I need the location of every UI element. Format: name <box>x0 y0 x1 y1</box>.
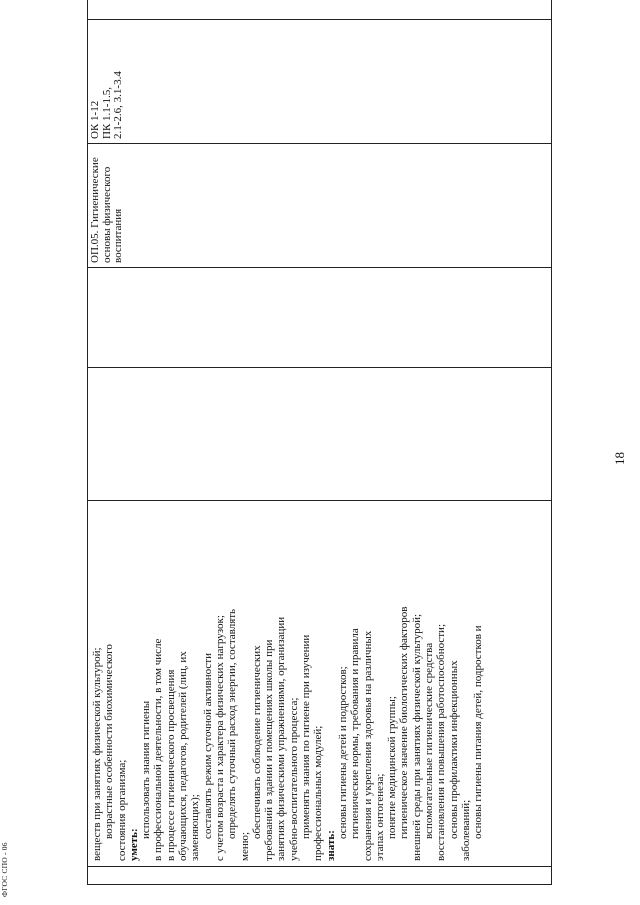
content-lines-line: сохранения и укрепления здоровья на различных <box>361 630 374 861</box>
hours-cell-2 <box>88 268 552 368</box>
content-lines-line: использовать знания гигиены <box>140 700 153 839</box>
content-lines-line: составлять режим суточной активности <box>201 653 214 839</box>
content-lines-line: в процессе гигиенического просвещения <box>164 669 177 861</box>
codes-cell <box>88 20 552 144</box>
content-lines-line: понятие медицинской группы; <box>386 696 399 839</box>
content-lines-line: обеспечивать соблюдение гигиенических <box>250 645 263 839</box>
content-lines-line: вспомогательные гигиенические средства <box>423 642 436 839</box>
table-row <box>88 0 552 885</box>
content-lines-line: гигиенические нормы, требования и правила <box>349 628 362 839</box>
empty-cell-last <box>88 0 552 20</box>
codes-lines-line: 2.1-2.6, 3.1-3.4 <box>112 71 124 139</box>
content-lines-line: обучающихся, педагогов, родителей (лиц, их <box>177 651 190 861</box>
hours-cell-1 <box>88 368 552 501</box>
content-lines-line: внешней среды при занятиях физической культурой; <box>410 613 423 861</box>
content-lines-line: заменяющих); <box>189 794 202 861</box>
content-lines-line: применять знания по гигиене при изучении <box>300 634 313 839</box>
content-lines-line: гигиеническое значение биологических факторов <box>398 606 411 839</box>
content-lines-line: состояния организма; <box>115 759 128 861</box>
content-lines-line: определять суточный расход энергии, составлять <box>226 608 239 839</box>
content-lines-line: заболеваний; <box>459 799 472 861</box>
content-lines-line: основы профилактики инфекционных <box>447 660 460 839</box>
content-lines-line: с учетом возраста и характера физических нагрузок; <box>213 615 226 861</box>
subject-lines-line: ОП.05. Гигиенические <box>89 157 101 263</box>
content-lines-line: профессиональных модулей; <box>312 725 325 861</box>
content-lines <box>88 501 485 866</box>
footer-mark: ФГОС СПО - 06 <box>0 842 9 897</box>
content-lines-line: учебно-воспитательного процесса; <box>287 697 300 861</box>
codes-lines-line: ПК 1.1-1.5, <box>100 87 113 139</box>
content-cell <box>88 501 552 867</box>
codes-lines <box>88 20 125 143</box>
content-lines-line: меню; <box>238 831 251 861</box>
subject-lines <box>88 144 125 267</box>
content-lines-line: основы гигиены питания детей, подростков и <box>472 625 485 839</box>
curriculum-table <box>87 0 552 885</box>
content-lines-line: в профессиональной деятельности, в том числе <box>152 638 165 861</box>
empty-cell-0 <box>88 867 552 885</box>
content-lines-line: восстановления и повышения работоспособности; <box>435 624 448 861</box>
content-lines-line: основы гигиены детей и подростков; <box>336 666 349 839</box>
subject-lines-line: основы физического <box>100 166 113 263</box>
content-lines-line: знать: <box>324 830 337 861</box>
codes-lines-line: ОК 1-12 <box>89 100 101 139</box>
content-lines-line: возрастные особенности биохимического <box>103 644 116 839</box>
content-lines-line: требований в здании и помещениях школы при <box>263 639 276 861</box>
content-lines-line: уметь: <box>127 828 140 861</box>
page-number: 18 <box>612 452 627 465</box>
content-lines-line: этапах онтогенеза; <box>373 773 386 861</box>
content-lines-line: веществ при занятиях физической культурой; <box>91 647 103 861</box>
subject-lines-line: воспитания <box>112 208 124 263</box>
content-lines-line: занятиях физическими упражнениями, организации <box>275 616 288 861</box>
subject-cell <box>88 144 552 268</box>
